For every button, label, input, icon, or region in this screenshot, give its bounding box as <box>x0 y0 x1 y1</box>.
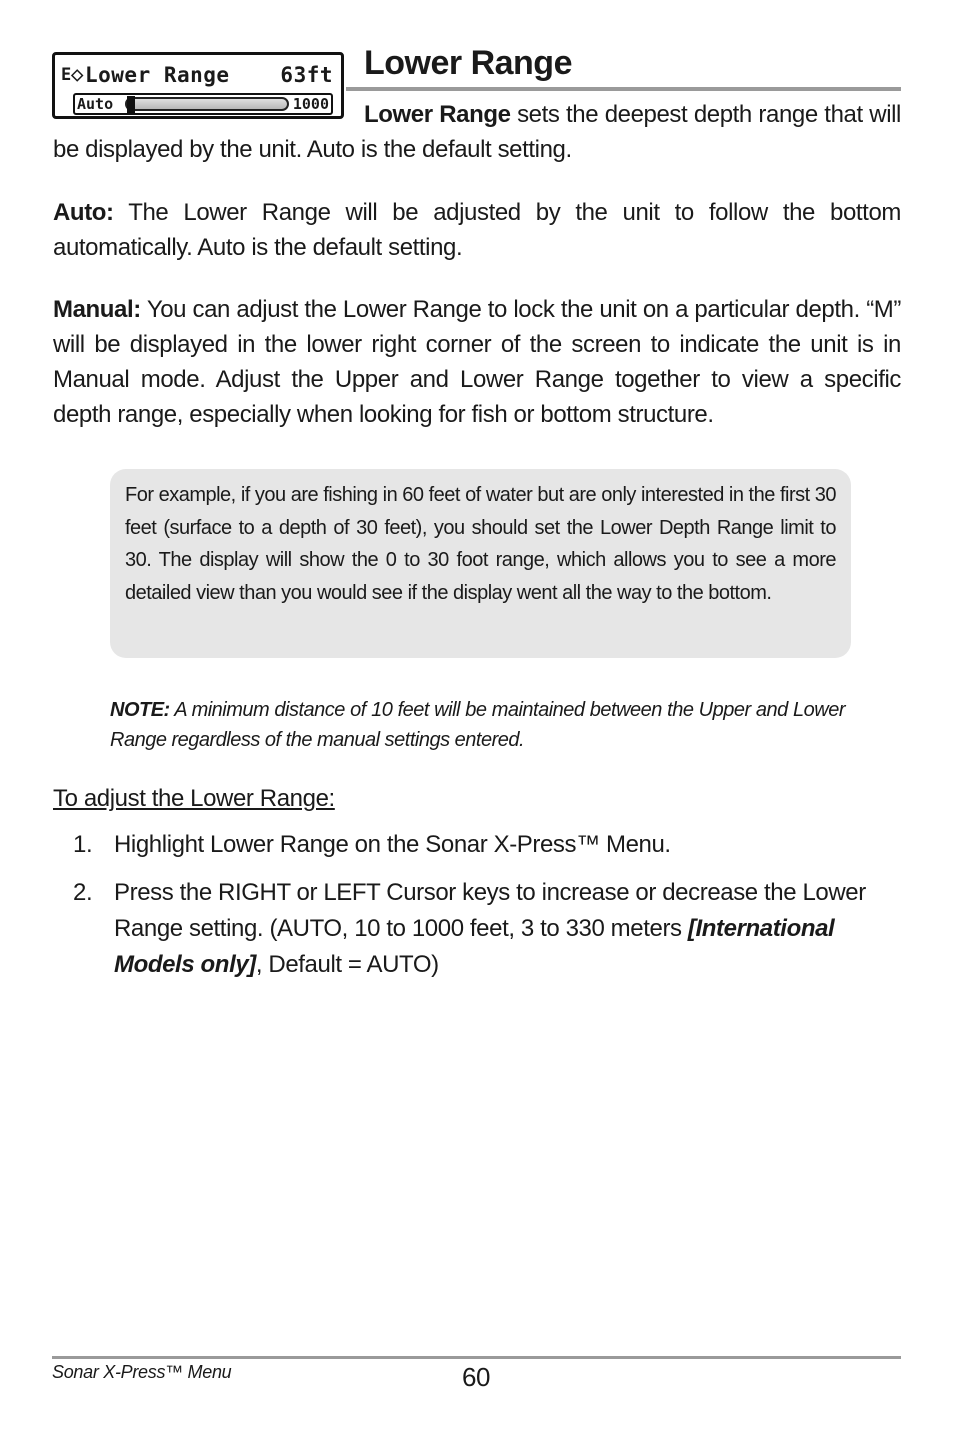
example-box: For example, if you are fishing in 60 feet of water but are only interested in the first 30 feet (surface to a depth of 30 feet), you should set the Lower Depth Range limit to 30. The display will show the 0 to 30 foot range, which allows you to see a more detailed view than you would see if the display went all the way to the bottom. <box>110 469 851 658</box>
widget-label: Lower Range <box>85 63 230 87</box>
title-divider <box>346 87 901 91</box>
page-number: 60 <box>462 1362 490 1392</box>
intro-text: sets the deepest depth range that will be displayed by the unit. Auto is the default setting. <box>53 101 901 163</box>
manual-text: You can adjust the Lower Range to lock the unit on a particular depth. “M” will be displayed in the lower right corner of the screen to indicate the unit is in Manual mode. Adjust the Upper and Lower Range together to view a specific depth range, especially when looking for fish or bottom structure. <box>53 296 901 428</box>
widget-value: 63ft <box>280 63 333 87</box>
note-label: NOTE: <box>110 699 170 721</box>
menu-arrows-icon: E⬦ <box>61 65 84 85</box>
slider-max-label: 1000 <box>292 95 329 113</box>
intro-term: Lower Range <box>364 101 511 128</box>
step-item <box>53 875 883 983</box>
step-text-container <box>114 875 883 983</box>
manual-paragraph <box>53 292 901 432</box>
step-text-tail: , Default = AUTO) <box>255 951 439 978</box>
note-paragraph <box>110 695 845 755</box>
manual-term: Manual: <box>53 296 141 323</box>
footer-divider <box>52 1356 901 1359</box>
footer-section-name: Sonar X-Press™ Menu <box>52 1362 232 1382</box>
step-item <box>53 827 883 863</box>
auto-text: The Lower Range will be adjusted by the unit to follow the bottom automatically. Auto is the default setting. <box>53 199 901 261</box>
step-number: 2. <box>73 879 93 906</box>
procedure-heading: To adjust the Lower Range: <box>53 785 335 812</box>
slider-min-label: Auto <box>77 95 114 113</box>
widget-header <box>61 61 333 89</box>
note-text: A minimum distance of 10 feet will be maintained between the Upper and Lower Range regardless of the manual settings entered. <box>110 699 845 751</box>
page-title: Lower Range <box>364 44 572 82</box>
step-text: Press the RIGHT or LEFT Cursor keys to increase or decrease the Lower Range setting. (AUTO, 10 to 1000 feet, 3 to 330 meters <box>114 879 866 942</box>
auto-term: Auto: <box>53 199 114 226</box>
intro-paragraph <box>53 97 901 167</box>
step-text: Highlight Lower Range on the Sonar X-Press™ Menu. <box>114 831 671 858</box>
auto-paragraph <box>53 195 901 265</box>
step-italic-note: [International Models only] <box>114 915 835 978</box>
step-number: 1. <box>73 831 93 858</box>
